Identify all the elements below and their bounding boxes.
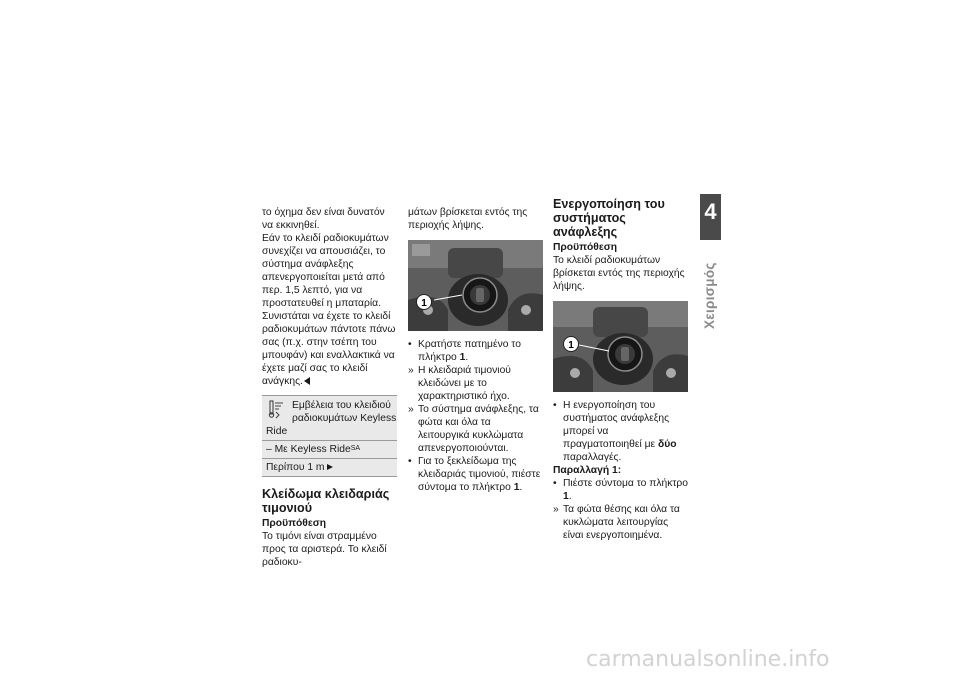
paragraph: Το τιμόνι είναι στραμμένο προς τα αριστερά. Το κλειδί ραδιοκυ-	[262, 531, 387, 568]
spec-row-title	[262, 396, 397, 441]
paragraph: το όχημα δεν είναι δυνατόν να εκκινηθεί.	[262, 207, 385, 231]
spec-title-line: Ride	[266, 426, 288, 437]
special-equipment-superscript: SA	[350, 445, 361, 452]
instruction-list	[553, 477, 688, 542]
text-column-2	[408, 206, 543, 494]
paragraph: μάτων βρίσκεται εντός της περιοχής λήψης.	[408, 207, 528, 231]
list-bold: 1	[459, 352, 466, 363]
list-item	[553, 503, 688, 542]
section-heading: Κλείδωμα κλειδαριάς τιμονιού	[262, 487, 390, 515]
list-text: Η ενεργοποίηση του συστήματος ανάφλεξης μπορεί να πραγματοποιηθεί με	[563, 400, 670, 450]
paragraph: Εάν το κλειδί ραδιοκυμάτων συνεχίζει να απουσιάζει, το σύστημα ανάφλεξης απενεργοποιείται μετά από περ. 1,5 λεπτό, για να προστατευθεί η μπαταρία.	[262, 233, 389, 309]
callout-label: 1	[568, 340, 574, 351]
list-text: Για το ξεκλείδωμα της κλειδαριάς τιμονιού, πιέστε σύντομα το πλήκτρο	[418, 456, 541, 493]
list-text: Πιέστε σύντομα το πλήκτρο	[563, 478, 689, 489]
paragraph	[262, 310, 397, 388]
list-marker: •	[408, 456, 412, 467]
handlebar-button-photo	[408, 240, 543, 331]
callout-label: 1	[421, 298, 427, 309]
spec-row-equipment	[262, 441, 397, 459]
specification-table	[262, 395, 397, 477]
text-column-3	[553, 197, 688, 542]
list-marker: »	[553, 504, 559, 515]
list-end: .	[465, 352, 469, 363]
spec-row-value	[262, 459, 397, 477]
end-of-section-icon	[304, 377, 310, 385]
spec-equipment-label: – Με Keyless Ride	[266, 444, 351, 455]
list-text: Κρατήστε πατημένο το πλήκτρο	[418, 339, 521, 363]
key-range-icon	[268, 400, 286, 420]
list-end: .	[568, 491, 572, 502]
list-item	[408, 403, 543, 455]
list-end: παραλλαγές.	[563, 452, 622, 463]
list-bold: 1	[513, 482, 520, 493]
subheading: Προϋπόθεση	[262, 518, 327, 529]
spec-title-line: Εμβέλεια του κλειδιού	[292, 400, 391, 411]
end-of-spec-icon	[327, 464, 333, 470]
list-marker: »	[408, 404, 414, 415]
watermark: carmanualsonline.info	[586, 647, 830, 672]
chapter-side-label: Χειρισμός	[702, 262, 717, 329]
instruction-list	[553, 399, 688, 464]
list-text: Τα φώτα θέσης και όλα τα κυκλώματα λειτουργίας είναι ενεργοποιημένα.	[563, 504, 680, 541]
text-column-1	[262, 206, 397, 569]
list-bold: δύο	[658, 439, 677, 450]
variant-heading: Παραλλαγή 1:	[553, 465, 622, 476]
list-item	[408, 455, 543, 494]
list-marker: •	[408, 339, 412, 350]
list-end: .	[519, 482, 523, 493]
list-item	[408, 364, 543, 403]
handlebar-button-photo	[553, 301, 688, 392]
list-marker: •	[553, 400, 557, 411]
list-text: Το σύστημα ανάφλεξης, τα φώτα και όλα τα λειτουργικά κυκλώματα απενεργοποιούνται.	[418, 404, 539, 454]
list-bold: 1	[563, 491, 569, 502]
subheading: Προϋπόθεση	[553, 242, 618, 253]
list-item	[553, 477, 688, 503]
list-marker: •	[553, 478, 557, 489]
chapter-number: 4	[704, 199, 717, 224]
paragraph: Το κλειδί ραδιοκυμάτων βρίσκεται εντός της περιοχής λήψης.	[553, 255, 685, 292]
spec-title-line: ραδιοκυμάτων Keyless	[292, 413, 397, 424]
page-number: 55	[705, 228, 716, 239]
list-text: Η κλειδαριά τιμονιού κλειδώνει με το χαρακτηριστικό ήχο.	[418, 365, 511, 402]
list-item	[553, 399, 688, 464]
spec-value: Περίπου 1 m	[266, 462, 325, 473]
list-item	[408, 338, 543, 364]
list-marker: »	[408, 365, 414, 376]
section-heading: Ενεργοποίηση του συστήματος ανάφλεξης	[553, 197, 665, 239]
instruction-list	[408, 338, 543, 494]
paragraph-text: Συνιστάται να έχετε το κλειδί ραδιοκυμάτων πάντοτε πάνω σας (π.χ. στην τσέπη του μπουφάν) και εναλλακτικά να έχετε μαζί σας το κλειδί ανάγκης.	[262, 311, 396, 387]
